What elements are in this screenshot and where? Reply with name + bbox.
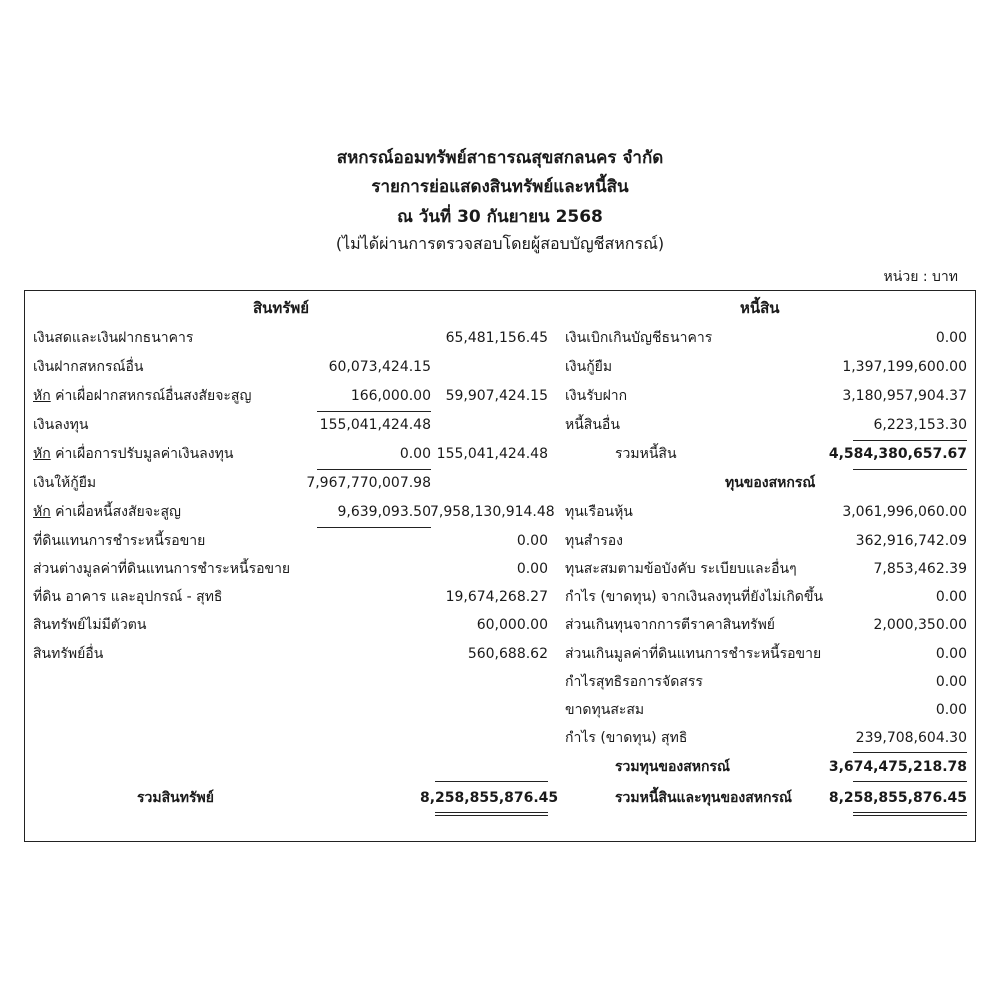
unit-label: หน่วย : บาท xyxy=(883,269,958,285)
liab-overdraft-amount: 0.00 xyxy=(935,330,967,346)
asset-deposits-other-label: เงินฝากสหกรณ์อื่น xyxy=(33,359,144,375)
audit-note: (ไม่ได้ผ่านการตรวจสอบโดยผู้สอบบัญชีสหกรณ์) xyxy=(335,234,665,253)
equity-statutory-funds-amount: 7,853,462.39 xyxy=(873,561,967,577)
liab-borrowings-amount: 1,397,199,600.00 xyxy=(842,359,967,375)
asset-intangible-label: สินทรัพย์ไม่มีตัวตน xyxy=(33,617,147,633)
org-name: สหกรณ์ออมทรัพย์สาธารณสุขสกลนคร จำกัด xyxy=(336,148,664,168)
equity-net-profit-amount: 239,708,604.30 xyxy=(855,730,967,746)
double-rule-top xyxy=(435,812,548,813)
equity-heading: ทุนของสหกรณ์ xyxy=(725,475,816,491)
double-rule-top xyxy=(853,812,967,813)
asset-investments-allowance-total: 155,041,424.48 xyxy=(436,446,548,462)
double-rule-bottom xyxy=(853,815,967,816)
asset-intangible-total: 60,000.00 xyxy=(476,617,548,633)
assets-heading: สินทรัพย์ xyxy=(253,299,310,317)
equity-unrealized-gain-amount: 0.00 xyxy=(935,589,967,605)
asset-grand-total-label: รวมสินทรัพย์ xyxy=(137,790,214,806)
double-rule-bottom xyxy=(435,815,548,816)
asset-loans-allowance-label: หัก ค่าเผื่อหนี้สงสัยจะสูญ xyxy=(33,504,181,520)
subtotal-rule xyxy=(317,411,431,412)
asset-other-total: 560,688.62 xyxy=(467,646,548,662)
equity-accumulated-loss-label: ขาดทุนสะสม xyxy=(565,702,645,718)
equity-pending-allocation-label: กำไรสุทธิรอการจัดสรร xyxy=(565,674,703,690)
asset-investments-allowance-label: หัก ค่าเผื่อการปรับมูลค่าเงินลงทุน xyxy=(33,446,234,462)
equity-statutory-funds-label: ทุนสะสมตามข้อบังคับ ระเบียบและอื่นๆ xyxy=(565,561,797,577)
asset-loans-allowance-total: 7,958,130,914.48 xyxy=(430,504,555,520)
subtotal-rule xyxy=(853,469,967,470)
liab-deposits-amount: 3,180,957,904.37 xyxy=(842,388,967,404)
equity-share-capital-label: ทุนเรือนหุ้น xyxy=(565,504,633,520)
asset-cash-total: 65,481,156.45 xyxy=(445,330,548,346)
equity-unrealized-gain-label: กำไร (ขาดทุน) จากเงินลงทุนที่ยังไม่เกิดขึ้น xyxy=(565,589,824,605)
asset-loans-allowance-amount: 9,639,093.50 xyxy=(337,504,431,520)
equity-reserve-amount: 362,916,742.09 xyxy=(855,533,967,549)
less-prefix: หัก xyxy=(33,504,51,520)
asset-investments-label: เงินลงทุน xyxy=(33,417,89,433)
equity-foreclosed-surplus-label: ส่วนเกินมูลค่าที่ดินแทนการชำระหนี้รอขาย xyxy=(565,646,822,662)
asset-foreclosed-land-total: 0.00 xyxy=(516,533,548,549)
equity-revaluation-surplus-amount: 2,000,350.00 xyxy=(873,617,967,633)
asset-deposits-allowance-total: 59,907,424.15 xyxy=(445,388,548,404)
asset-grand-total: 8,258,855,876.45 xyxy=(420,790,559,806)
equity-reserve-label: ทุนสำรอง xyxy=(565,533,623,549)
asset-foreclosed-diff-total: 0.00 xyxy=(516,561,548,577)
balance-sheet-table xyxy=(24,290,976,842)
equity-total-label: รวมทุนของสหกรณ์ xyxy=(615,759,730,775)
equity-foreclosed-surplus-amount: 0.00 xyxy=(935,646,967,662)
equity-revaluation-surplus-label: ส่วนเกินทุนจากการตีราคาสินทรัพย์ xyxy=(565,617,775,633)
total-rule xyxy=(435,781,548,782)
asset-property-total: 19,674,268.27 xyxy=(445,589,548,605)
liabilities-heading: หนี้สิน xyxy=(740,299,780,317)
asset-cash-label: เงินสดและเงินฝากธนาคาร xyxy=(33,330,194,346)
liab-equity-grand-total-label: รวมหนี้สินและทุนของสหกรณ์ xyxy=(615,790,793,806)
subtotal-rule xyxy=(853,752,967,753)
liab-total-label: รวมหนี้สิน xyxy=(615,446,677,462)
as-of-date: ณ วันที่ 30 กันยายน 2568 xyxy=(397,207,603,227)
asset-deposits-allowance-amount: 166,000.00 xyxy=(350,388,431,404)
less-prefix: หัก xyxy=(33,388,51,404)
less-prefix: หัก xyxy=(33,446,51,462)
asset-foreclosed-land-label: ที่ดินแทนการชำระหนี้รอขาย xyxy=(33,533,206,549)
subtotal-rule xyxy=(853,440,967,441)
asset-other-label: สินทรัพย์อื่น xyxy=(33,646,104,662)
liab-borrowings-label: เงินกู้ยืม xyxy=(565,359,613,375)
equity-net-profit-label: กำไร (ขาดทุน) สุทธิ xyxy=(565,730,688,746)
liab-total-amount: 4,584,380,657.67 xyxy=(828,446,967,462)
asset-deposits-other-amount: 60,073,424.15 xyxy=(328,359,431,375)
asset-loans-amount: 7,967,770,007.98 xyxy=(306,475,431,491)
total-rule xyxy=(853,781,967,782)
liab-equity-grand-total: 8,258,855,876.45 xyxy=(828,790,967,806)
asset-investments-allowance-amount: 0.00 xyxy=(399,446,431,462)
liab-other-label: หนี้สินอื่น xyxy=(565,417,620,433)
asset-deposits-allowance-label: หัก ค่าเผื่อฝากสหกรณ์อื่นสงสัยจะสูญ xyxy=(33,388,252,404)
report-title: รายการย่อแสดงสินทรัพย์และหนี้สิน xyxy=(371,177,629,197)
asset-property-label: ที่ดิน อาคาร และอุปกรณ์ - สุทธิ xyxy=(33,589,223,605)
liab-deposits-label: เงินรับฝาก xyxy=(565,388,628,404)
subtotal-rule xyxy=(317,527,431,528)
equity-total-amount: 3,674,475,218.78 xyxy=(828,759,967,775)
liab-other-amount: 6,223,153.30 xyxy=(873,417,967,433)
equity-pending-allocation-amount: 0.00 xyxy=(935,674,967,690)
asset-loans-label: เงินให้กู้ยืม xyxy=(33,475,97,491)
asset-investments-amount: 155,041,424.48 xyxy=(319,417,431,433)
liab-overdraft-label: เงินเบิกเกินบัญชีธนาคาร xyxy=(565,330,713,346)
subtotal-rule xyxy=(317,469,431,470)
asset-foreclosed-diff-label: ส่วนต่างมูลค่าที่ดินแทนการชำระหนี้รอขาย xyxy=(33,561,291,577)
equity-share-capital-amount: 3,061,996,060.00 xyxy=(842,504,967,520)
equity-accumulated-loss-amount: 0.00 xyxy=(935,702,967,718)
